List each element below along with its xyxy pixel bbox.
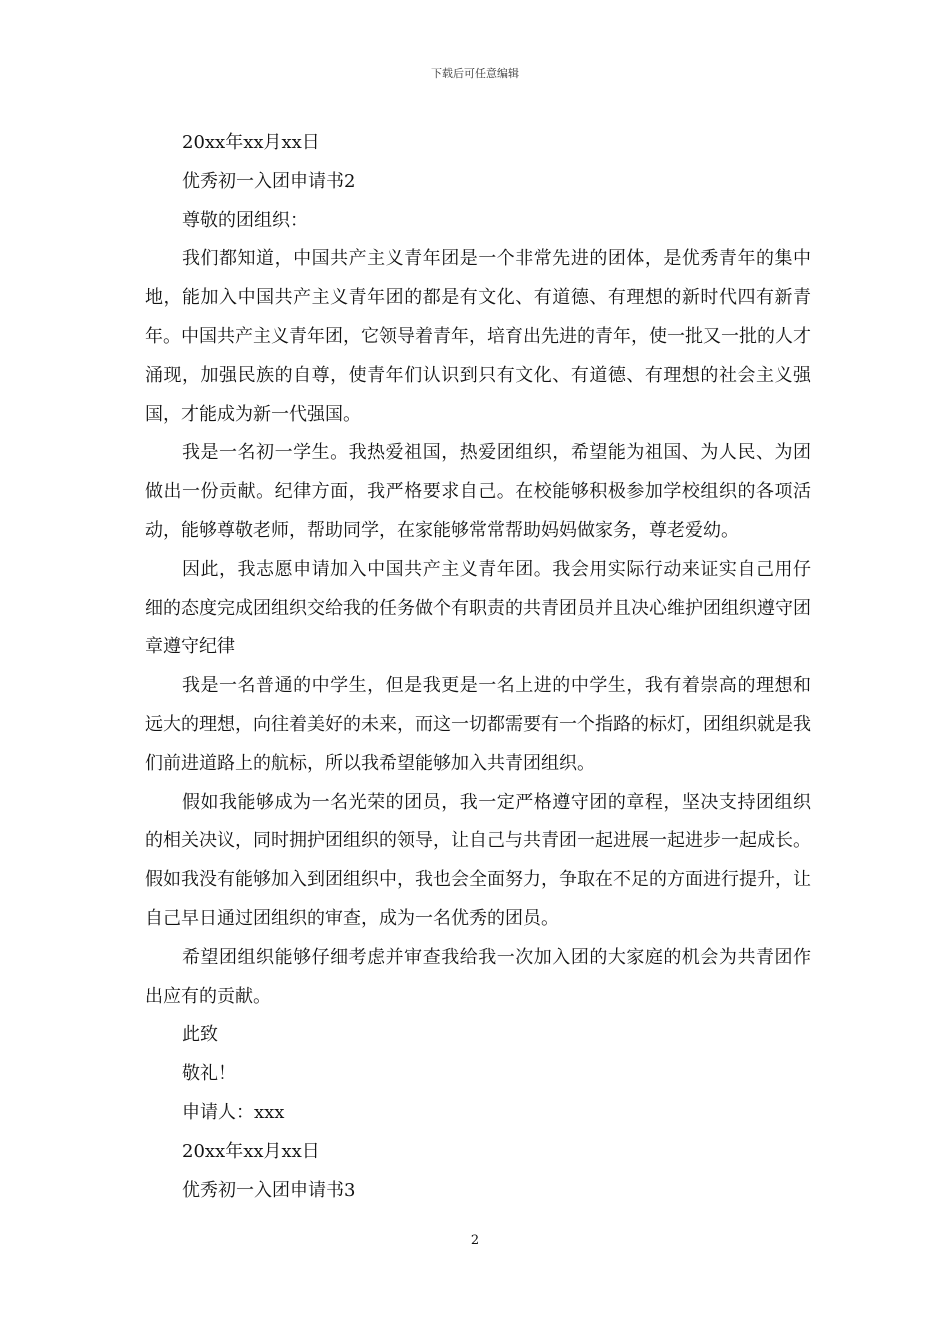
closing-salute: 敬礼！ (182, 1063, 236, 1085)
closing-line: 此致 (182, 1024, 218, 1046)
page-number: 2 (470, 1233, 480, 1248)
date-line: 20xx年xx月xx日 (182, 1140, 320, 1162)
date-line: 20xx年xx月xx日 (182, 132, 320, 153)
paragraph: 我是一名普通的中学生，但是我更是一名上进的中学生，我有着崇高的理想和远大的理想，向往着美好的未来，而这一切都需要有一个指路的标灯，团组织就是我们前进道路上的航标，所以我希望能够加入共青团组织。 (145, 675, 811, 774)
paragraph: 希望团组织能够仔细考虑并审查我给我一次加入团的大家庭的机会为共青团作出应有的贡献。 (145, 946, 811, 1007)
paragraph: 假如我能够成为一名光荣的团员，我一定严格遵守团的章程，坚决支持团组织的相关决议，同时拥护团组织的领导，让自己与共青团一起进展一起进步一起成长。假如我没有能够加入到团组织中，我也会全面努力，争取在不足的方面进行提升，让自己早日通过团组织的审查，成为一名优秀的团员。 (145, 791, 811, 929)
section-heading: 优秀初一入团申请书3 (182, 1179, 356, 1201)
salutation: 尊敬的团组织： (182, 209, 308, 231)
section-heading: 优秀初一入团申请书2 (182, 170, 356, 192)
applicant-line: 申请人：xxx (182, 1101, 285, 1123)
document-body (145, 124, 811, 1210)
paragraph: 因此，我志愿申请加入中国共产主义青年团。我会用实际行动来证实自己用仔细的态度完成团组织交给我的任务做个有职责的共青团员并且决心维护团组织遵守团章遵守纪律 (145, 558, 811, 658)
paragraph: 我们都知道，中国共产主义青年团是一个非常先进的团体，是优秀青年的集中地，能加入中国共产主义青年团的都是有文化、有道德、有理想的新时代四有新青年。中国共产主义青年团，它领导着青年，培育出先进的青年，使一批又一批的人才涌现，加强民族的自尊，使青年们认识到只有文化、有道德、有理想的社会主义强国，才能成为新一代强国。 (145, 248, 811, 425)
paragraph: 我是一名初一学生。我热爱祖国，热爱团组织，希望能为祖国、为人民、为团做出一份贡献。纪律方面，我严格要求自己。在校能够积极参加学校组织的各项活动，能够尊敬老师，帮助同学，在家能够常常帮助妈妈做家务，尊老爱幼。 (145, 442, 811, 541)
page-header: 下载后可任意编辑 (431, 67, 519, 80)
